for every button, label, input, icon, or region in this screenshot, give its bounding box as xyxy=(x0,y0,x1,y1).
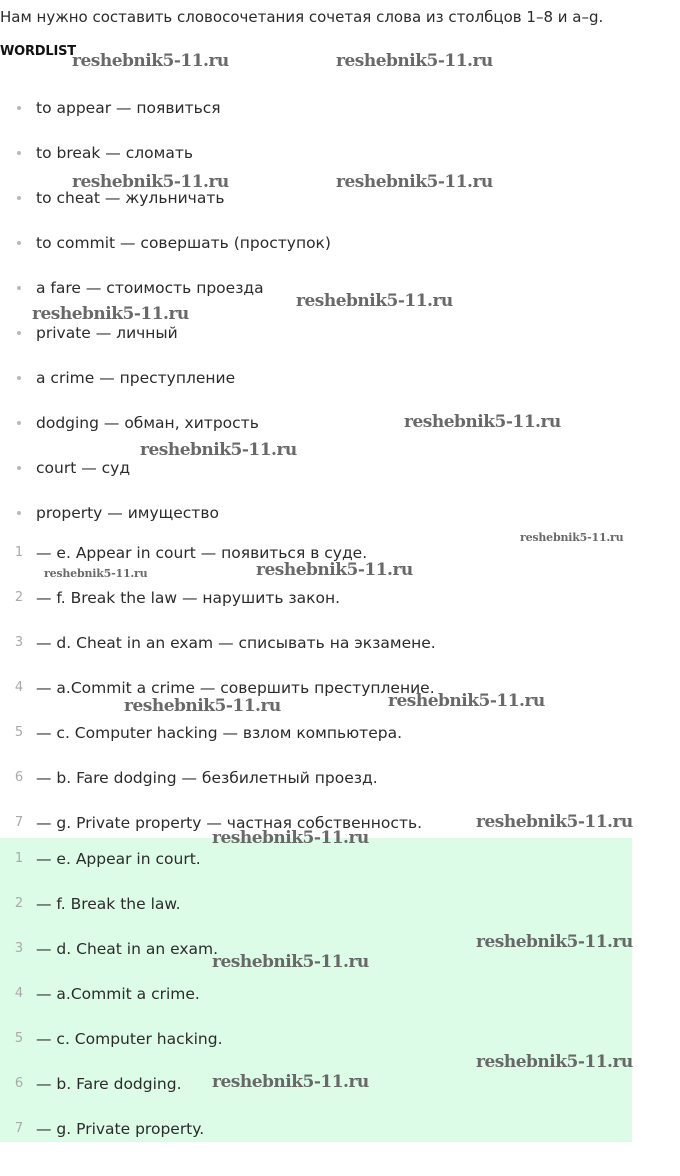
bullet-icon xyxy=(17,196,21,200)
wordlist-item xyxy=(0,135,331,180)
answer-item xyxy=(0,1116,223,1161)
bullet-icon xyxy=(17,466,21,470)
watermark: reshebnik5-11.ru xyxy=(388,691,545,711)
answer-item xyxy=(0,846,223,891)
translation-item xyxy=(0,765,436,810)
wordlist-item xyxy=(0,225,331,270)
item-number: 6 xyxy=(14,1076,24,1091)
wordlist-item-text: to commit — совершать (проступок) xyxy=(36,234,331,252)
watermark: reshebnik5-11.ru xyxy=(32,304,189,324)
wordlist-item xyxy=(0,180,331,225)
answer-text: — f. Break the law. xyxy=(36,895,181,913)
wordlist-item xyxy=(0,405,331,450)
bullet-icon xyxy=(17,331,21,335)
translation-text: — c. Computer hacking — взлом компьютера. xyxy=(36,724,402,742)
item-number: 7 xyxy=(14,1121,24,1136)
watermark: reshebnik5-11.ru xyxy=(476,1052,633,1072)
item-number: 7 xyxy=(14,815,24,830)
watermark: reshebnik5-11.ru xyxy=(72,51,229,71)
bullet-icon xyxy=(17,376,21,380)
wordlist-item xyxy=(0,450,331,495)
bullet-icon xyxy=(17,421,21,425)
bullet-icon xyxy=(17,511,21,515)
bullet-icon xyxy=(17,241,21,245)
item-number: 4 xyxy=(14,986,24,1001)
item-number: 4 xyxy=(14,680,24,695)
wordlist-item xyxy=(0,90,331,135)
wordlist xyxy=(0,90,331,540)
translations-list xyxy=(0,540,436,855)
translation-text: — d. Cheat in an exam — списывать на экзамене. xyxy=(36,634,436,652)
watermark: reshebnik5-11.ru xyxy=(404,412,561,432)
translation-text: — g. Private property — частная собственность. xyxy=(36,814,423,832)
item-number: 2 xyxy=(14,896,24,911)
answer-item xyxy=(0,1071,223,1116)
wordlist-item xyxy=(0,495,331,540)
bullet-icon xyxy=(17,151,21,155)
translation-text: — a.Commit a crime — совершить преступление. xyxy=(36,679,435,697)
answer-item xyxy=(0,981,223,1026)
answer-text: — e. Appear in court. xyxy=(36,850,201,868)
answer-item xyxy=(0,1026,223,1071)
translation-item xyxy=(0,585,436,630)
wordlist-item xyxy=(0,315,331,360)
translation-text: — e. Appear in court — появиться в суде. xyxy=(36,544,368,562)
translation-item xyxy=(0,630,436,675)
wordlist-item-text: to cheat — жульничать xyxy=(36,189,225,207)
item-number: 3 xyxy=(14,941,24,956)
wordlist-item xyxy=(0,360,331,405)
wordlist-item-text: to break — сломать xyxy=(36,144,193,162)
watermark: reshebnik5-11.ru xyxy=(124,696,281,716)
item-number: 1 xyxy=(14,545,24,560)
watermark: reshebnik5-11.ru xyxy=(212,952,369,972)
bullet-icon xyxy=(17,106,21,110)
watermark: reshebnik5-11.ru xyxy=(336,51,493,71)
watermark: reshebnik5-11.ru xyxy=(336,172,493,192)
answer-item xyxy=(0,891,223,936)
item-number: 5 xyxy=(14,1031,24,1046)
item-number: 2 xyxy=(14,590,24,605)
answers-list xyxy=(0,846,223,1161)
item-number: 1 xyxy=(14,851,24,866)
item-number: 3 xyxy=(14,635,24,650)
watermark: reshebnik5-11.ru xyxy=(520,531,624,544)
translation-item xyxy=(0,540,436,585)
answer-text: — g. Private property. xyxy=(36,1120,205,1138)
watermark: reshebnik5-11.ru xyxy=(296,291,453,311)
watermark: reshebnik5-11.ru xyxy=(72,172,229,192)
watermark: reshebnik5-11.ru xyxy=(140,440,297,460)
wordlist-item-text: dodging — обман, хитрость xyxy=(36,414,259,432)
wordlist-item-text: a crime — преступление xyxy=(36,369,236,387)
wordlist-item-text: a fare — стоимость проезда xyxy=(36,279,264,297)
answer-text: — d. Cheat in an exam. xyxy=(36,940,219,958)
intro-text: Нам нужно составить словосочетания сочетая слова из столбцов 1–8 и a–g. xyxy=(0,8,604,26)
translation-item xyxy=(0,675,436,720)
translation-text: — b. Fare dodging — безбилетный проезд. xyxy=(36,769,378,787)
watermark: reshebnik5-11.ru xyxy=(44,567,148,580)
answer-text: — c. Computer hacking. xyxy=(36,1030,223,1048)
answer-text: — a.Commit a crime. xyxy=(36,985,200,1003)
watermark: reshebnik5-11.ru xyxy=(212,1072,369,1092)
wordlist-item-text: to appear — появиться xyxy=(36,99,221,117)
answer-text: — b. Fare dodging. xyxy=(36,1075,182,1093)
watermark: reshebnik5-11.ru xyxy=(256,560,413,580)
wordlist-item-text: private — личный xyxy=(36,324,178,342)
item-number: 5 xyxy=(14,725,24,740)
watermark: reshebnik5-11.ru xyxy=(212,828,369,848)
translation-text: — f. Break the law — нарушить закон. xyxy=(36,589,341,607)
wordlist-title: WORDLIST xyxy=(0,44,76,59)
watermark: reshebnik5-11.ru xyxy=(476,812,633,832)
wordlist-item xyxy=(0,270,331,315)
answer-item xyxy=(0,936,223,981)
bullet-icon xyxy=(17,286,21,290)
watermark: reshebnik5-11.ru xyxy=(476,932,633,952)
translation-item xyxy=(0,720,436,765)
wordlist-item-text: property — имущество xyxy=(36,504,219,522)
item-number: 6 xyxy=(14,770,24,785)
wordlist-item-text: court — суд xyxy=(36,459,131,477)
